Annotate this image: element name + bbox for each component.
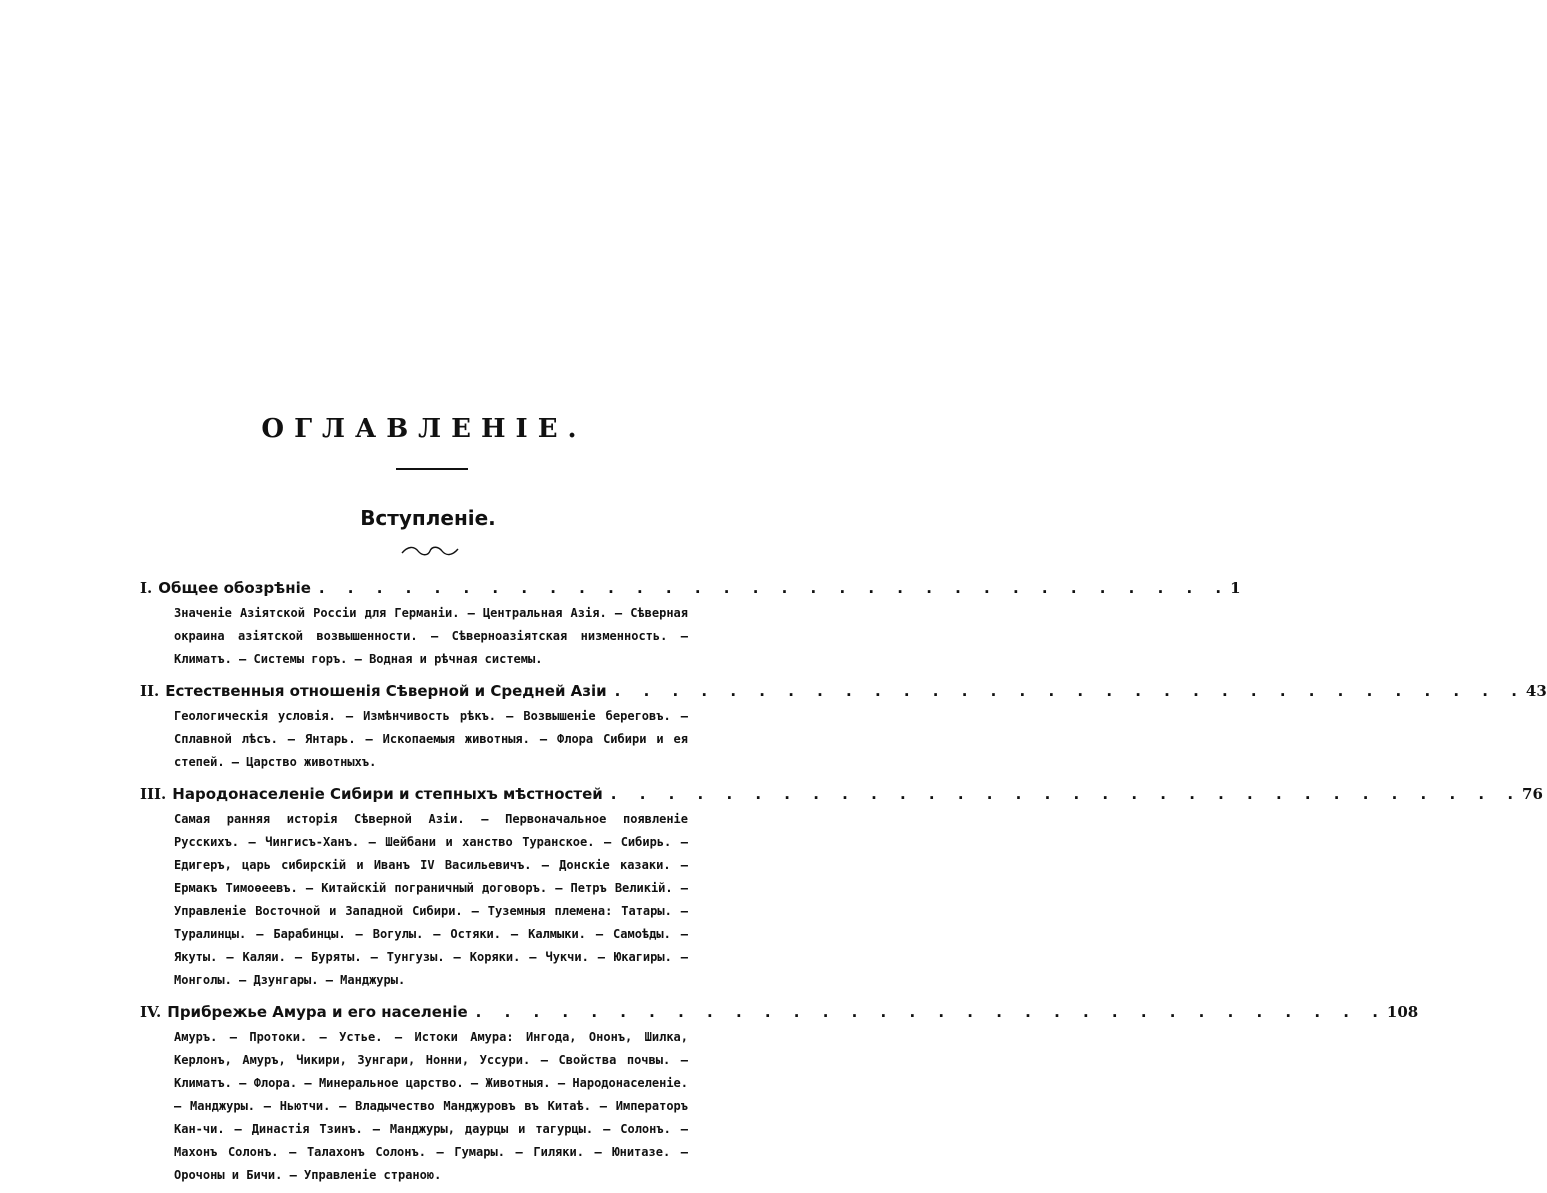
dot-leader: . . . . . . . . . . . . . . . . . . . . . . . . . . . . . . . . [610,785,1523,803]
chapter-summary: Самая ранняя исторія Сѣверной Азіи. — Первоначальное появленіе Русскихъ. — Чингисъ-Ханъ. — Шейбани и ханство Туранское. — Сибирь. — Едигеръ, царь сибирскій и Иванъ IV Васильевичъ. — Донскіе казаки. — Ермакъ Тимоѳеевъ. — Китайскій пограничный договоръ. — Петръ Великій. — Управленіе Восточной и Западной Сибири. — Туземныя племена: Татары. — Туралинцы. — Барабинцы. — Вогулы. — Остяки. — Калмыки. — Самоѣды. — Якуты. — Каляи. — Буряты. — Тунгузы. — Коряки. — Чукчи. — Юкагиры. — Монголы. — Дзунгары. — Манджуры. [174,812,688,987]
toc-entry-1[interactable] [140,574,1241,671]
page-number: 43 [1525,682,1547,700]
page-number: 1 [1230,579,1241,597]
chapter-summary: Амуръ. — Протоки. — Устье. — Истоки Амура: Ингода, Ононъ, Шилка, Керлонъ, Амуръ, Чикири, Зунгари, Нонни, Уссури. — Свойства почвы. — Климатъ. — Флора. — Минеральное царство. — Животныя. — Народонаселеніе. — Манджуры. — Ньютчи. — Владычество Манджуровъ въ Китаѣ. — Императоръ Кан-чи. — Династія Тзинъ. — Манджуры, даурцы и тагурцы. — Солонъ. — Махонъ Солонъ. — Талахонъ Солонъ. — Гумары. — Гиляки. — Юнитазе. — Орочоны и Бичи. — Управленіе страною. [174,1030,688,1182]
dot-leader: . . . . . . . . . . . . . . . . . . . . . . . . . . . . . . . . [318,579,1231,597]
swash-ornament-icon [400,544,460,558]
chapter-title: Общее обозрѣніе [158,579,311,597]
chapter-title: Естественныя отношенія Сѣверной и Средней Азіи [165,682,607,700]
table-of-contents [140,574,1547,1193]
toc-entry-3[interactable] [140,780,1543,992]
toc-entry-4[interactable] [140,998,1419,1187]
chapter-summary: Значеніе Азіятской Россіи для Германіи. — Центральная Азія. — Сѣверная окраина азіятской возвышенности. — Сѣверноазіятская низменность. — Климатъ. — Системы горъ. — Водная и рѣчная системы. [174,606,688,666]
dot-leader: . . . . . . . . . . . . . . . . . . . . . . . . . . . . . . . . [614,682,1526,700]
page-heading: ОГЛАВЛЕНІЕ. [261,414,587,444]
toc-entry-2[interactable] [140,677,1547,774]
chapter-numeral: IV. [140,1003,162,1021]
chapter-summary: Геологическія условія. — Измѣнчивость рѣкъ. — Возвышеніе береговъ. — Сплавной лѣсъ. — Янтарь. — Ископаемыя животныя. — Флора Сибири и ея степей. — Царство животныхъ. [174,709,688,769]
section-title: Вступленіе. [360,506,496,530]
dot-leader: . . . . . . . . . . . . . . . . . . . . . . . . . . . . . . . . [475,1003,1387,1021]
heading-rule [396,468,468,470]
chapter-title: Народонаселеніе Сибири и степныхъ мѣстностей [172,785,603,803]
chapter-numeral: II. [140,682,160,700]
page-number: 108 [1386,1003,1419,1021]
chapter-numeral: I. [140,579,153,597]
chapter-title: Прибрежье Амура и его населеніе [167,1003,468,1021]
page-number: 76 [1522,785,1543,803]
chapter-numeral: III. [140,785,167,803]
